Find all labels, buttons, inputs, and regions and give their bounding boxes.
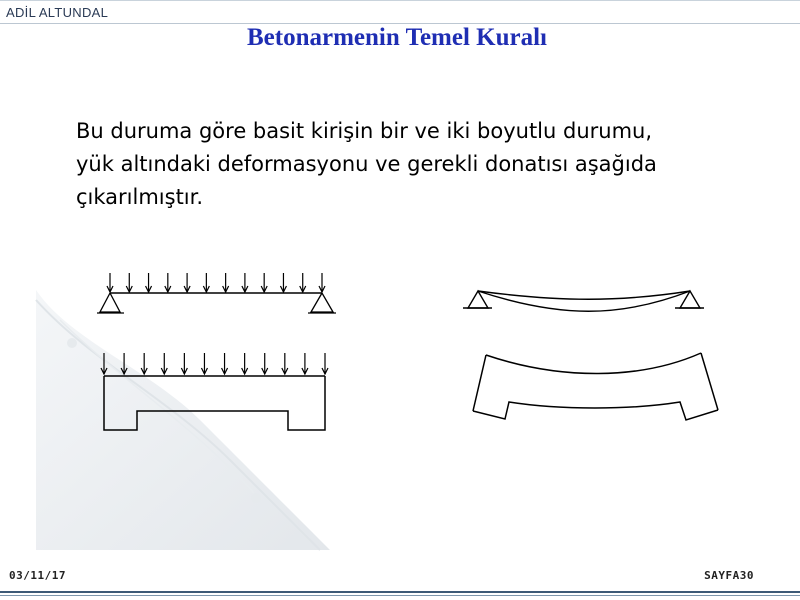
page-number: SAYFA30 bbox=[704, 569, 754, 582]
simple-beam-loaded bbox=[97, 273, 336, 313]
footer-divider-thin bbox=[0, 595, 800, 596]
author-name: ADİL ALTUNDAL bbox=[6, 5, 109, 20]
slide-title: Betonarmenin Temel Kuralı bbox=[247, 24, 547, 51]
body-line-2: yük altındaki deformasyonu ve gerekli donatısı aşağıda bbox=[76, 152, 657, 176]
beam-section-with-rebar bbox=[101, 353, 328, 430]
footer-date: 03/11/17 bbox=[9, 569, 66, 582]
deformed-section bbox=[473, 353, 718, 420]
deflected-beam bbox=[463, 291, 704, 311]
body-line-1: Bu duruma göre basit kirişin bir ve iki boyutlu durumu, bbox=[76, 119, 653, 143]
body-line-3: çıkarılmıştır. bbox=[76, 185, 204, 209]
footer-divider bbox=[0, 591, 800, 593]
